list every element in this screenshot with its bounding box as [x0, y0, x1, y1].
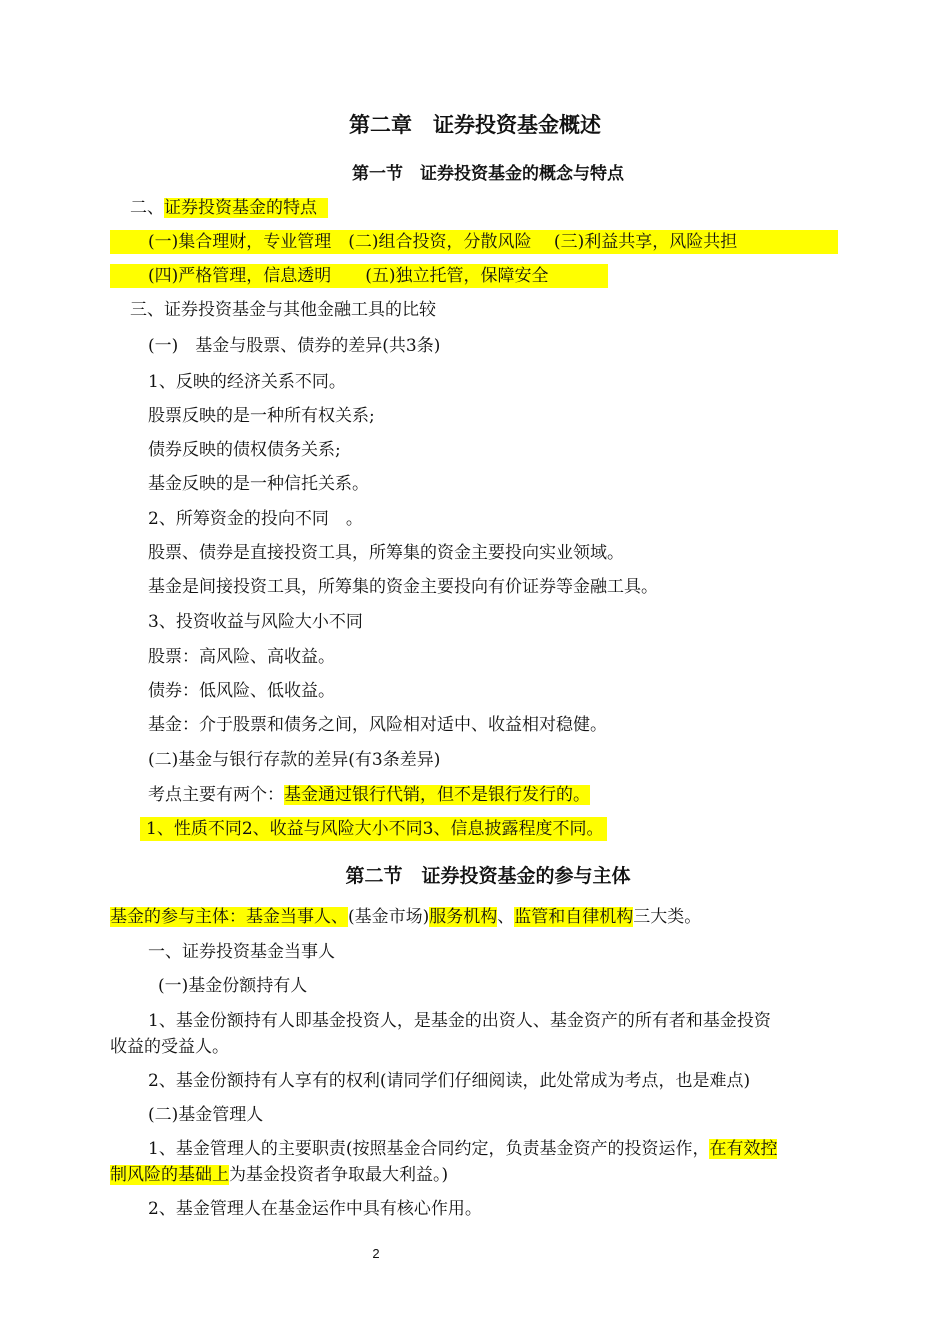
subsection-2-heading: (二)基金与银行存款的差异(有3条差异) — [148, 750, 441, 770]
paragraph — [148, 1137, 777, 1161]
paragraph: 3、投资收益与风险大小不同 — [148, 612, 363, 632]
section-2-prefix: 二、 — [130, 198, 164, 218]
paragraph: 一、证券投资基金当事人 — [148, 942, 335, 962]
participants-sep: 、 — [497, 907, 515, 927]
paragraph: (一)基金份额持有人 — [158, 976, 308, 996]
exam-point-line-2: 1、性质不同2、收益与风险大小不同3、信息披露程度不同。 — [140, 817, 607, 841]
exam-point-prefix: 考点主要有两个： — [148, 785, 284, 805]
section-2-heading-text: 证券投资基金的特点 — [164, 198, 328, 218]
section-1-title: 第一节 证券投资基金的概念与特点 — [352, 164, 624, 184]
paragraph: 2、所筹资金的投向不同 。 — [148, 509, 363, 529]
paragraph: (二)基金管理人 — [148, 1105, 264, 1125]
participants-market: (基金市场) — [348, 907, 430, 927]
paragraph: 2、基金份额持有人享有的权利(请同学们仔细阅读，此处常成为考点，也是难点) — [148, 1071, 751, 1091]
participants-parties: 基金当事人、 — [246, 907, 348, 927]
paragraph-highlight: 在有效控 — [709, 1139, 778, 1159]
paragraph — [110, 1163, 448, 1187]
paragraph: 基金：介于股票和债务之间，风险相对适中、收益相对稳健。 — [148, 715, 607, 735]
participants-line — [110, 905, 701, 929]
paragraph-text: 为基金投资者争取最大利益。) — [229, 1165, 449, 1185]
paragraph: 1、反映的经济关系不同。 — [148, 372, 346, 392]
section-2-heading — [130, 196, 328, 220]
exam-point — [148, 783, 590, 807]
subsection-1-heading: (一) 基金与股票、债券的差异(共3条) — [148, 336, 441, 356]
section-3-heading: 三、证券投资基金与其他金融工具的比较 — [130, 300, 436, 320]
paragraph-highlight: 制风险的基础上 — [110, 1165, 229, 1185]
paragraph: 1、基金份额持有人即基金投资人，是基金的出资人、基金资产的所有者和基金投资 — [148, 1011, 771, 1031]
page-number: 2 — [372, 1246, 380, 1261]
participants-label: 基金的参与主体： — [110, 907, 246, 927]
features-line-2: (四)严格管理，信息透明 (五)独立托管，保障安全 — [110, 264, 608, 288]
participants-regulators: 监管和自律机构 — [514, 907, 634, 927]
participants-tail: 三大类。 — [633, 907, 702, 927]
paragraph: 债券：低风险、低收益。 — [148, 681, 335, 701]
participants-service: 服务机构 — [429, 907, 498, 927]
paragraph: 股票：高风险、高收益。 — [148, 647, 335, 667]
paragraph: 2、基金管理人在基金运作中具有核心作用。 — [148, 1199, 482, 1219]
exam-point-highlight: 基金通过银行代销，但不是银行发行的。 — [284, 785, 590, 805]
features-line-1: (一)集合理财，专业管理 (二)组合投资，分散风险 (三)利益共享，风险共担 — [110, 230, 838, 254]
paragraph: 基金反映的是一种信托关系。 — [148, 474, 369, 494]
paragraph: 债券反映的债权债务关系; — [148, 440, 341, 460]
paragraph: 收益的受益人。 — [110, 1037, 229, 1057]
chapter-title: 第二章 证券投资基金概述 — [349, 112, 601, 137]
paragraph: 基金是间接投资工具，所筹集的资金主要投向有价证券等金融工具。 — [148, 577, 658, 597]
section-2-title: 第二节 证券投资基金的参与主体 — [345, 865, 631, 887]
paragraph: 股票反映的是一种所有权关系; — [148, 406, 375, 426]
paragraph: 股票、债券是直接投资工具，所筹集的资金主要投向实业领域。 — [148, 543, 624, 563]
paragraph-text: 1、基金管理人的主要职责(按照基金合同约定，负责基金资产的投资运作， — [148, 1139, 710, 1159]
